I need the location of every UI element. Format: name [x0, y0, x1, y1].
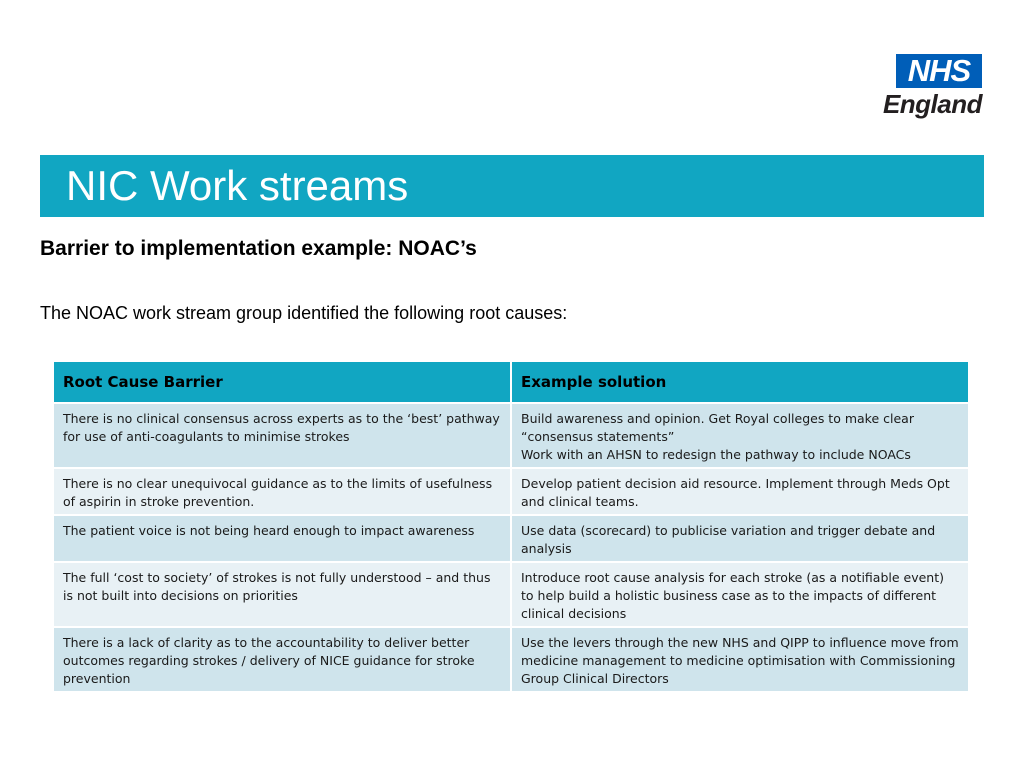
solution-line: Work with an AHSN to redesign the pathway to include NOACs [521, 447, 911, 462]
solution-line: Use data (scorecard) to publicise variation and trigger debate and analysis [521, 523, 936, 556]
solution-line: Use the levers through the new NHS and QIPP to influence move from medicine management to medicine optimisation with Commissioning Group Clinical Directors [521, 635, 959, 686]
table-row [53, 403, 969, 468]
title-bar [40, 155, 984, 217]
barrier-cell: The full ‘cost to society’ of strokes is not fully understood – and thus is not built into decisions on priorities [53, 562, 511, 627]
table-header-row [53, 361, 969, 403]
barrier-cell: There is no clear unequivocal guidance as to the limits of usefulness of aspirin in stroke prevention. [53, 468, 511, 515]
nhs-england-logo [872, 54, 984, 122]
solution-line: Build awareness and opinion. Get Royal colleges to make clear “consensus statements” [521, 411, 914, 444]
solution-cell [511, 627, 969, 692]
column-header-barrier: Root Cause Barrier [53, 361, 511, 403]
nhs-logo-box: NHS [896, 54, 982, 88]
solution-cell [511, 403, 969, 468]
solution-cell [511, 468, 969, 515]
table-row [53, 468, 969, 515]
barrier-cell: The patient voice is not being heard enough to impact awareness [53, 515, 511, 562]
barrier-cell: There is a lack of clarity as to the accountability to deliver better outcomes regarding strokes / delivery of NICE guidance for stroke prevention [53, 627, 511, 692]
solution-cell [511, 562, 969, 627]
subheading: Barrier to implementation example: NOAC’s [40, 237, 477, 260]
table-row [53, 515, 969, 562]
intro-text: The NOAC work stream group identified the following root causes: [40, 303, 568, 323]
slide-title: NIC Work streams [66, 162, 409, 209]
solution-line: Introduce root cause analysis for each stroke (as a notifiable event) to help build a holistic business case as to the impacts of different clinical decisions [521, 570, 945, 621]
solution-line: Develop patient decision aid resource. Implement through Meds Opt and clinical teams. [521, 476, 950, 509]
root-cause-table [52, 360, 970, 693]
solution-cell [511, 515, 969, 562]
barrier-cell: There is no clinical consensus across experts as to the ‘best’ pathway for use of anti-coagulants to minimise strokes [53, 403, 511, 468]
table-row [53, 562, 969, 627]
nhs-logo-england: England [882, 89, 982, 119]
column-header-solution: Example solution [511, 361, 969, 403]
table-row [53, 627, 969, 692]
